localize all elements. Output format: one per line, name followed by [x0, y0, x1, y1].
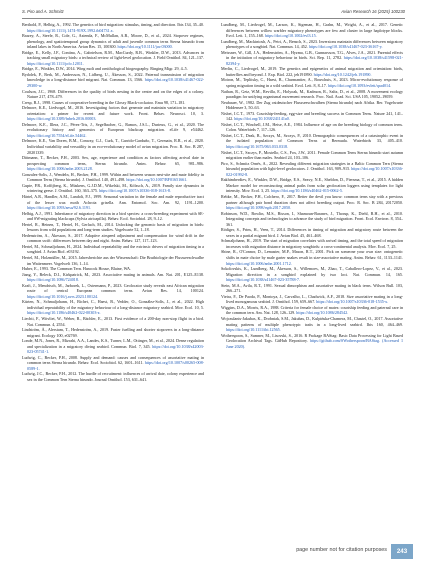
doi-link[interactable]: https://doi.org/10.1016/j.avrs.2023.100124. — [27, 293, 99, 299]
reference-entry: Nisbet, I.C.T., Winchell, J.M., Heise, A.E., 1984. Influence of age on the breeding biology of common terns. Colon. Waterbirds 7, 117–126. — [221, 121, 403, 133]
footer-note: page number not for citation purposes — [296, 547, 387, 553]
doi-link[interactable]: https://doi.org/10.1038/s41467-023-36167-y. — [308, 44, 383, 50]
reference-entry: Merlin, C., Liedvogel, M., 2019. The genetics and epigenetics of animal migration and orientation: birds, butterflies and beyond. J. Exp. Biol. 222, jeb191890. https://doi.org/10.1242/jeb.191890. — [221, 66, 403, 77]
doi-link[interactable]: https://doi.org/10.1007/s10336-022-01992-8. — [226, 166, 403, 177]
reference-entry: Lundberg, M., Liedvogel, M., Larson, K., Sigeman, H., Grahn, M., Wright, A., et al., 2017. Genetic differences between willow warbler migratory phenotypes are few and cluster in large haplotype blocks. Evol. Lett. 1, 155–168. https://doi.org/10.1002/evl3.15. — [221, 22, 403, 39]
doi-link[interactable]: https://doi.org/10.1038/s42003-023-05741-1. — [27, 343, 204, 355]
reference-entry: Schmaljohann, H., 2019. The start of migration correlates with arrival timing, and the total speed of migration increases with migration distance in migratory songbirds: a cross-continental analysis. Mov. Ecol. 7, 25. — [221, 238, 403, 249]
reference-entry: Hertel, M., Holzmüller, M., 2015. Jahresberichte aus der Wissenschaft: Die Brutbiologie der Flussseeschwalbe im Wattenmeer. Vogelwelt 136, 1–14. — [22, 254, 204, 266]
reference-entry: Delmore, K.E., Illera, J.C., Pérez-Tris, J., Segelbacher, G., Ramos, J.S.L., Durieux, G., et al., 2020. The evolutionary history and genomics of European blackcap migration. eLife 9, e54462. https://doi.org/10.7554/eLife.54462. — [22, 121, 204, 138]
reference-entry: Delmore, K.E., Liedvogel, M., 2016. Investigating factors that generate and maintain variation in migratory orientation: a primer for recent and future work. Front. Behav. Neurosci. 10, 3. https://doi.org/10.3389/fnbeh.2016.00003. — [22, 105, 204, 122]
doi-link[interactable]: https://doi.org/10.1111/j.1474-919X.1992.tb04731.x. — [27, 27, 114, 33]
reference-entry: Meissner, W., Gill, J.A., Hedenström, A., Hyzma, G.B., Gunnarsson, T.G., Alves, J.A., 2021. Parental effects in the initiation of migratory behaviour in birds. Sci. Rep. 11, 2782. https://doi.org/10.1038/s41598-021-82394-y. — [221, 49, 403, 66]
reference-entry: Brazey, A., Steele, R., Cole, G., Azienda, F., McMullan, A.B., Moore, D., et al., 2024. Stopover regimes, phenology, and spatiotemporal group dynamics of adult and juvenile common terns Sterna hirundo from inland lakes in North America. Avian Res. 15, 100300. https://doi.org/10.1111/jav.03000. — [22, 33, 204, 50]
reference-entry: Rödiger, S., Prins, H., Veen, T., 2014. Differences in timing of migration and migratory route between the sexes in a partial migrant bird. J. Avian Biol. 45, 461–468. — [221, 227, 403, 238]
reference-entry: Neubauer, W., 1982. Der Zug ostdeutscher Flussseeschwalben (Sterna hirundo) nach Afrika. Ber. Vogelwarte Hiddensee 3, 50–63. — [221, 99, 403, 111]
doi-link[interactable]: https://doi.org/10.1093/evlett/qrad014. — [327, 83, 392, 89]
reference-entry: Cresp, B.J., 1998. Causes of cooperative breeding in the Glossy Black-cockatoo. Emu 98, 171–181. — [22, 99, 186, 105]
doi-link[interactable]: https://github.com/SWotherspoon/BAStag. (Accessed 1 June 2020). — [226, 338, 403, 349]
reference-entry: Huber, E., 1993. The Common Tern. Hancock House, Blaine, WA. — [22, 266, 132, 272]
reference-entry: Nathan, R., Getz, W.M., Revilla, E., Holyoak, M., Kadmon, R., Saltz, D., et al., 2008. A movement ecology paradigm for unifying organismal movement research. Proc. Natl. Acad. Sci. USA 105, 19052–19059. — [221, 88, 403, 100]
doi-link[interactable]: https://doi.org/10.1002/evl3.15. — [264, 33, 317, 39]
page-number: 243 — [391, 544, 413, 559]
doi-link[interactable]: https://doi.org/10.1093/aesa/92.6.1191. — [27, 205, 92, 211]
doi-link[interactable]: https://doi.org/10.1006/anbe.2001.1712. — [226, 260, 292, 266]
reference-entry: Hertel, M., Schmaljohann, H., 2024. Individual repeatability and the extrinsic drivers of migration timing in a songbird. J. Avian Biol. e03192. — [22, 243, 204, 255]
doi-link[interactable]: https://doi.org/10.1038/s41467-022-29300-w. — [27, 77, 204, 89]
doi-link[interactable]: https://doi.org/10.1675/063.033.0318. — [226, 144, 289, 150]
reference-entry: Jiang, Y., Beleck, D.I., Kirkpatrick, M., 2023. Associative mating in animals. Am. Nat. 201, E125–E138. https://doi.org/10.1086/724018. — [22, 271, 204, 283]
doi-link[interactable]: https://doi.org/10.3389/fnbeh.2016.00003. — [27, 116, 97, 122]
reference-entry: Nisbet, I.C.T., Szczys, P., Mostello, C.S., Fox, J.W., 2011. Female Common Terns Sterna hirundo start autumn migration earlier than males. Seabird 24, 103–106. — [221, 149, 403, 161]
reference-entry: Delmore, K.E., Van Doren, B.M., Conway, G.J., Curk, T., Garrido-Garduño, T., Germain, R.R., et al., 2020. Individual variability and versatility in an eco-evolutionary model of avian migration. Proc. R. Soc. B 287, 20201339. — [22, 138, 204, 155]
doi-link[interactable]: https://doi.org/10.1038/241141a0. — [234, 116, 290, 122]
reference-entry: Sokolovskis, K., Lundberg, M., Åkesson, S., Willemoes, M., Zhao, T., Caballero-Lopez, V., et al., 2023. Migration direction in a songbird explained by two loci. Nat. Commun. 14, 165. https://doi.org/10.1038/s41467-023-35788-7. — [221, 266, 403, 283]
reference-entry: Rebke, M., Becker, P.H., Colchero, F., 2017. Better the devil you know: common terns stay with a previous partner although pair bond duration does not affect breeding output. Proc. R. Soc. B 284, 20172050. https://doi.org/10.1098/rspb.2017.2050. — [221, 193, 403, 211]
reference-entry: Liechti, F., Witvliet, W., Weber, R., Bächler, E., 2013. First evidence of a 200-day non-stop flight in a bird. Nat. Commun. 4, 2554. — [22, 315, 204, 327]
doi-link[interactable]: https://doi.org/10.1111/jav.03000. — [117, 44, 173, 50]
references-right-column — [221, 22, 403, 547]
reference-entry: Bridge, E., Kelly, J.F., Contina, A., Gabrielson, R.M., MacCurdy, R.B., Winkler, D.W., 2013. Advances in tracking small migratory birds: a technical review of light-level geolocation. J. Field Ornithol. 84, 121–137. https://doi.org/10.1111/jofo.12011. — [22, 49, 204, 66]
reference-entry: Coulson, J.C., 1968. Differences in the quality of birds nesting in the centre and on the edges of a colony. Nature 217, 478–479. — [22, 88, 204, 100]
reference-entry: Hertel, R., Heinen, T., Hertel, H., Gerlach, M., 2014. Unlocking the genomic basis of migration in birds: lessons from wild populations and long-term studies. Vogelwarte 52, 1–18. — [22, 221, 204, 233]
header-authors: S. Piro and A. Schmitz — [22, 9, 64, 14]
reference-entry: Moiron, M., Teplitsky, C., Haest, B., Charmantier, A., Bouwhuis, S., 2023. Micro-evolutionary response of spring migration timing in a wild seabird. Evol. Lett. 8, 8–17. https://doi.org/10.1093/evlett/qrad014. — [221, 77, 403, 89]
doi-link[interactable]: https://doi.org/10.7554/eLife.54462. — [27, 132, 87, 138]
reference-entry: Wotherspoon, S., Sumner, M., Lisovski, S., 2016. R Package BAStag: Basic Data Processing for Light Based Geolocation Archival Tags. GitHub Repository. https://github.com/SWotherspoon/BAStag. (Accessed 1 June 2020). — [221, 332, 403, 349]
doi-link[interactable]: https://doi.org/10.1111/jofo.12011. — [27, 60, 84, 66]
reference-entry: Hedenström, A., Åkesson, S., 2017. Adaptive airspeed adjustment and compensation for wind drift in the common swift: differences between day and night. Anim. Behav. 127, 117–123. — [22, 232, 204, 244]
references-body — [22, 22, 405, 547]
reference-entry: Gonzalez-Solis, J., Wendeln, H., Becker, P.H., 1999. Within and between season nest-site and mate fidelity in Common Terns (Sterna hirundo). J. Ornithol. 140, 491–498. https://doi.org/10.1007/BF01651661. — [22, 171, 204, 183]
doi-link[interactable]: https://doi.org/10.1007/BF01651661. — [126, 177, 188, 183]
reference-entry: Nisbet, I.C.T., Deak, B., Szczys, M., Szczys, P., 2010. Demographic consequences of a catastrophic event in the isolated population of Common Terns at Bermuda. Waterbirds 33, 405–410. https://doi.org/10.1675/063.033.0318. — [221, 132, 403, 150]
header-rule — [22, 18, 405, 19]
reference-entry: Ludwig, C., Becker, P.H., 2008. Supply and demand: causes and consequences of assortative mating in common terns Sterna hirundo. Behav. Ecol. Sociobiol. 62, 1601–1611. https://doi.org/10.1007/s00265-008-0589-1. — [22, 354, 204, 371]
doi-link[interactable]: https://doi.org/10.1006/anbe.2003.2128. — [27, 166, 93, 172]
doi-link[interactable]: https://doi.org/10.1242/jeb.191890. — [313, 71, 372, 77]
doi-link[interactable]: https://doi.org/10.1111/ibi.12565. — [226, 327, 281, 333]
reference-entry: Londe, M.N., Jones, R., Mizrahi, A.A., Landes, K.S., Turner, L.M., Ottinger, M., et al., 2024. Dense regulation and specialization in a migratory diving seabird. Commun. Biol. 7, 345. https://doi.org/10.1038/s42003-023-05741-1. — [22, 338, 204, 355]
doi-link[interactable]: https://doi.org/10.1098/rspb.2017.2050. — [226, 205, 292, 211]
reference-entry: Robinson, W.D., Bowlin, M.S., Bisson, I., Shamoun-Baranes, J., Thorup, K., Diehl, R.H., et al., 2010. Integrating concepts and technologies to advance the study of bird migration. Front. Ecol. Environ. 8, 354–361. — [221, 210, 403, 227]
reference-entry: Lundberg, M., Mackintosh, A., Petri, A., Bensch, S., 2023. Inversions maintain differences between migratory phenotypes of a songbird. Nat. Commun. 14, 452. https://doi.org/10.1038/s41467-023-36167-y. — [221, 38, 403, 50]
doi-link[interactable]: https://doi.org/10.1186/s40462-022-00303-z. — [27, 310, 101, 316]
doi-link[interactable]: https://doi.org/10.1038/s41467-023-35788-7. — [226, 277, 300, 283]
references-left-column — [22, 22, 204, 547]
reference-entry: Wiggins, D.A., Morris, R.A., 1988. Criteria for female choice of mates: courtship feeding and paternal care in the common tern. Am. Nat. 128, 126–129. https://doi.org/10.1086/284542. — [221, 304, 403, 316]
reference-entry: Gupte, P.R., Koffijberg, K., Müskens, G.J.D.M., Wikelski, M., Kölzsch, A., 2019. Family size dynamics in wintering geese. J. Ornithol. 160, 363–375. https://doi.org/10.1007/s10336-018-1613-8. — [22, 182, 204, 194]
reference-entry: Helbig, A.J., 1991. Inheritance of migratory direction in a bird species: a cross-breeding experiment with SE- and SW-migrating blackcaps (Sylvia atricapilla). Behav. Ecol. Sociobiol. 28, 9–12. — [22, 210, 204, 222]
reference-entry: Lindström, Å., Alerstam, T., Hedenström, A., 2019. Faster fuelling and shorter stopovers in a long-distance migrant. Ecology 100, e02769. — [22, 327, 204, 338]
doi-link[interactable]: https://doi.org/10.1086/724018. — [27, 277, 79, 283]
reference-entry: Bydolek, P., Berk, M., Andersson, N., Lidberg, U., Åkesson, S., 2022. Paternal transmission of migration knowledge in a long-distance bird migrant. Nat. Commun. 13, 1566. https://doi.org/10.1038/s41467-022-29300-w. — [22, 71, 204, 89]
header-journal: Avian Research 16 (2025) 100230 — [341, 9, 405, 14]
reference-entry: Dittmann, T., Becker, P.H., 2003. Sex, age, experience and condition as factors affecting arrival date in prospecting common terns, Sterna hirundo. Anim. Behav. 65, 981–986. https://doi.org/10.1006/anbe.2003.2128. — [22, 155, 204, 172]
doi-link[interactable]: https://doi.org/10.1007/s10336-018-1613-8. — [98, 188, 171, 194]
reference-entry: Stein, M.A., Avila, R.T., 1991. Sexual dimorphism and assortative mating in black terns. Wilson Bull. 103, 266–271. — [221, 282, 403, 294]
reference-entry: Härtel, A.R., Handler, A.M., Landolt, P.J., 1999. Seasonal variation in the female and male reproductive tract of the lesser wax moth Achroia grisella. Ann. Entomol. Soc. Am. 92, 1191–1200. https://doi.org/10.1093/aesa/92.6.1191. — [22, 193, 204, 211]
reference-entry: Kürten, N., Schmaljohann, H., Bichet, C., Haest, B., Vedder, O., González-Solís, J., et al., 2022. High individual repeatability of the migratory behaviour of a long-distance migratory seabird. Mov. Ecol. 10, 5. https://doi.org/10.1186/s40462-022-00303-z. — [22, 299, 204, 316]
doi-link[interactable]: https://doi.org/10.1007/s10336-018-1535-x. — [316, 299, 389, 305]
reference-entry: Shine, R., O'Connor, D., Lemaster, M.P., Mason, R.T., 2001. Pick on someone your own size: ontogenetic shifts in mate choice by male garter snakes result in size-assortative mating. Anim. Behav. 61, 1133–1141. https://doi.org/10.1006/anbe.2001.1712. — [221, 249, 403, 266]
reference-entry: Rakhimberdiev, E., Winkler, D.W., Bridge, E.S., Seavy, N.E., Sheldon, D., Piersma, T., et al., 2015. A hidden Markov model for reconstructing animal paths from solar geolocation loggers using templates for light intensity. Mov. Ecol. 3, 25. https://doi.org/10.1186/s40462-015-0062-5. — [221, 177, 403, 194]
reference-entry: Piro, S., Schmitz Ornés, A., 2022. Revealing different migration strategies in a Baltic Common Tern (Sterna hirundo) population with light-level geolocators. J. Ornithol. 163, 909–915. https://doi.org/10.1007/s10336-022-01992-8. — [221, 160, 403, 177]
reference-entry: Bridge, E., Winkler, D.W., 2014. Wing molt and ornithological biogeography. Ringing Migr. 29, 4–5. — [22, 66, 188, 72]
doi-link[interactable]: https://doi.org/10.1086/284542. — [296, 310, 349, 316]
reference-entry: Vieira, F., De Paoda, P., Montoya, J., Carvalho, L., Chadwick, A.F., 2018. Size assortative mating in a long-lived monogamous seabird. J. Ornithol. 159, 659–667. https://doi.org/10.1007/s10336-018-1535-x. — [221, 293, 403, 305]
reference-entry: Kraft, J., Mendrisch, M., Jarborek, L., Ostermann, P., 2023. Geolocator study reveals east African migration route of central European common terns. Avian Res. 14, 100124. https://doi.org/10.1016/j.avrs.2023.100124. — [22, 282, 204, 299]
reference-entry: Wojczulanis-Jakubas, K., Drobniak, S.M., Jakubas, D., Kulpińska-Chamera, M., Chastel, O., 2017. Assortative mating patterns of multiple phenotypic traits in a long-lived seabird. Ibis 160, 464–469. https://doi.org/10.1111/ibi.12565. — [221, 315, 403, 333]
reference-entry: Berthold, P., Helbig, A., 1992. The genetics of bird migration: stimulus, timing, and direction. Ibis 134, 35–40. https://doi.org/10.1111/j.1474-919X.1992.tb04731.x. — [22, 22, 204, 33]
doi-link[interactable]: https://doi.org/10.1007/s00265-008-0589-1. — [27, 360, 204, 371]
reference-entry: Ludwig, J.C., Becker, P.H., 2012. The hurdle of recruitment: influences of arrival date, colony experience and sex in the Common Tern Sterna hirundo. Journal Ornithol. 153, 631–641. — [22, 371, 204, 382]
doi-link[interactable]: https://doi.org/10.1186/s40462-015-0062-5. — [271, 188, 343, 194]
doi-link[interactable]: https://doi.org/10.1038/s41598-021-82394-y. — [226, 55, 403, 66]
reference-entry: Nisbet, I.C.T., 1973. Courtship-feeding, egg-size and breeding success in Common Terns. Nature 241, 141–142. https://doi.org/10.1038/241141a0. — [221, 110, 403, 122]
